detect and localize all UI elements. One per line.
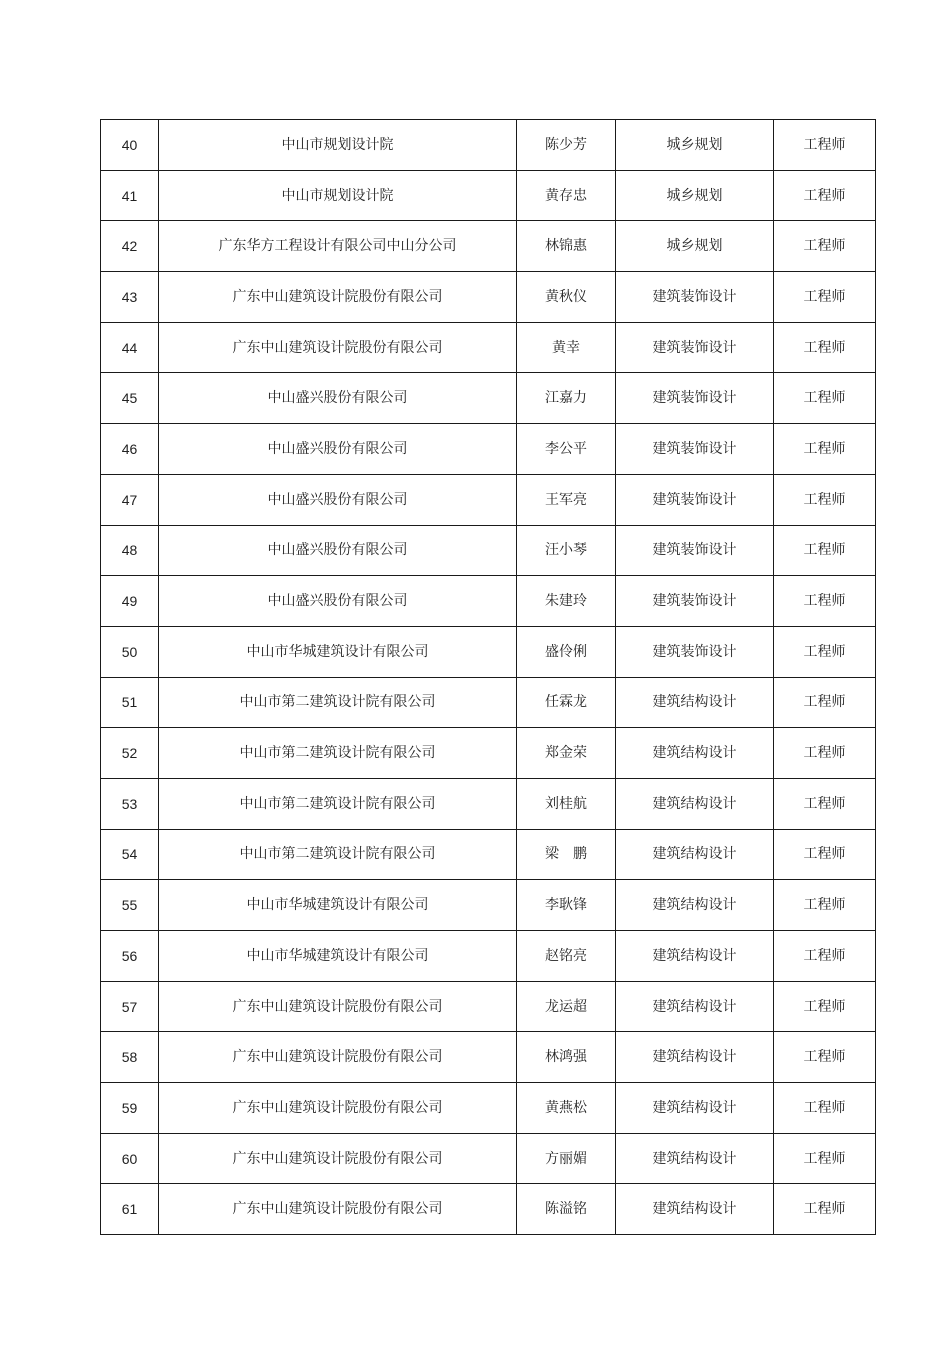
person-name: 江嘉力 <box>517 373 616 424</box>
person-name: 汪小琴 <box>517 525 616 576</box>
professional-title: 工程师 <box>774 1032 876 1083</box>
table-row <box>101 525 876 576</box>
person-name: 龙运超 <box>517 981 616 1032</box>
professional-title: 工程师 <box>774 525 876 576</box>
row-number: 59 <box>101 1083 159 1134</box>
specialty: 建筑装饰设计 <box>616 525 774 576</box>
specialty: 城乡规划 <box>616 120 774 171</box>
row-number: 40 <box>101 120 159 171</box>
professional-title: 工程师 <box>774 1133 876 1184</box>
table-row <box>101 981 876 1032</box>
row-number: 55 <box>101 880 159 931</box>
table-row <box>101 1133 876 1184</box>
professional-title: 工程师 <box>774 1184 876 1235</box>
table-row <box>101 170 876 221</box>
table-row <box>101 576 876 627</box>
professional-title: 工程师 <box>774 981 876 1032</box>
professional-title: 工程师 <box>774 322 876 373</box>
person-name: 李耿锋 <box>517 880 616 931</box>
row-number: 42 <box>101 221 159 272</box>
table-row <box>101 829 876 880</box>
company-name: 广东中山建筑设计院股份有限公司 <box>159 272 517 323</box>
company-name: 广东中山建筑设计院股份有限公司 <box>159 1184 517 1235</box>
company-name: 中山市第二建筑设计院有限公司 <box>159 677 517 728</box>
professional-title: 工程师 <box>774 677 876 728</box>
table-row <box>101 1032 876 1083</box>
table-row <box>101 272 876 323</box>
professional-title: 工程师 <box>774 829 876 880</box>
specialty: 建筑装饰设计 <box>616 474 774 525</box>
row-number: 51 <box>101 677 159 728</box>
person-name: 王军亮 <box>517 474 616 525</box>
table-row <box>101 322 876 373</box>
person-name: 林锦惠 <box>517 221 616 272</box>
company-name: 中山市华城建筑设计有限公司 <box>159 931 517 982</box>
row-number: 54 <box>101 829 159 880</box>
table-row <box>101 474 876 525</box>
table-row <box>101 424 876 475</box>
company-name: 中山盛兴股份有限公司 <box>159 474 517 525</box>
row-number: 44 <box>101 322 159 373</box>
professional-title: 工程师 <box>774 931 876 982</box>
specialty: 建筑结构设计 <box>616 981 774 1032</box>
person-name: 盛伶俐 <box>517 626 616 677</box>
professional-title: 工程师 <box>774 373 876 424</box>
row-number: 53 <box>101 778 159 829</box>
professional-title: 工程师 <box>774 880 876 931</box>
table-row <box>101 880 876 931</box>
specialty: 城乡规划 <box>616 221 774 272</box>
row-number: 47 <box>101 474 159 525</box>
company-name: 中山市华城建筑设计有限公司 <box>159 880 517 931</box>
table-row <box>101 728 876 779</box>
specialty: 建筑结构设计 <box>616 1032 774 1083</box>
specialty: 建筑装饰设计 <box>616 322 774 373</box>
professional-title: 工程师 <box>774 576 876 627</box>
row-number: 52 <box>101 728 159 779</box>
person-name: 梁 鹏 <box>517 829 616 880</box>
table-row <box>101 626 876 677</box>
person-name: 郑金荣 <box>517 728 616 779</box>
company-name: 中山市第二建筑设计院有限公司 <box>159 728 517 779</box>
company-name: 中山盛兴股份有限公司 <box>159 373 517 424</box>
professional-title: 工程师 <box>774 778 876 829</box>
company-name: 广东华方工程设计有限公司中山分公司 <box>159 221 517 272</box>
company-name: 广东中山建筑设计院股份有限公司 <box>159 1032 517 1083</box>
professional-title: 工程师 <box>774 272 876 323</box>
row-number: 45 <box>101 373 159 424</box>
person-name: 赵铭亮 <box>517 931 616 982</box>
specialty: 建筑装饰设计 <box>616 272 774 323</box>
row-number: 61 <box>101 1184 159 1235</box>
person-name: 黄燕松 <box>517 1083 616 1134</box>
company-name: 广东中山建筑设计院股份有限公司 <box>159 1083 517 1134</box>
professional-title: 工程师 <box>774 728 876 779</box>
person-name: 任霖龙 <box>517 677 616 728</box>
specialty: 建筑结构设计 <box>616 728 774 779</box>
company-name: 中山市规划设计院 <box>159 120 517 171</box>
person-name: 方丽媚 <box>517 1133 616 1184</box>
company-name: 广东中山建筑设计院股份有限公司 <box>159 1133 517 1184</box>
person-name: 陈溢铭 <box>517 1184 616 1235</box>
specialty: 建筑结构设计 <box>616 1083 774 1134</box>
professional-title: 工程师 <box>774 424 876 475</box>
specialty: 建筑结构设计 <box>616 1133 774 1184</box>
professional-title: 工程师 <box>774 626 876 677</box>
row-number: 41 <box>101 170 159 221</box>
row-number: 43 <box>101 272 159 323</box>
row-number: 49 <box>101 576 159 627</box>
specialty: 建筑装饰设计 <box>616 424 774 475</box>
table-row <box>101 1184 876 1235</box>
row-number: 57 <box>101 981 159 1032</box>
table-row <box>101 373 876 424</box>
row-number: 58 <box>101 1032 159 1083</box>
professional-title: 工程师 <box>774 1083 876 1134</box>
specialty: 建筑结构设计 <box>616 880 774 931</box>
company-name: 广东中山建筑设计院股份有限公司 <box>159 981 517 1032</box>
table-row <box>101 778 876 829</box>
person-name: 朱建玲 <box>517 576 616 627</box>
professional-title: 工程师 <box>774 474 876 525</box>
company-name: 中山市规划设计院 <box>159 170 517 221</box>
row-number: 56 <box>101 931 159 982</box>
person-name: 黄存忠 <box>517 170 616 221</box>
specialty: 建筑结构设计 <box>616 778 774 829</box>
person-name: 黄幸 <box>517 322 616 373</box>
specialty: 建筑装饰设计 <box>616 373 774 424</box>
table-row <box>101 931 876 982</box>
specialty: 建筑装饰设计 <box>616 626 774 677</box>
company-name: 中山市华城建筑设计有限公司 <box>159 626 517 677</box>
table-row <box>101 221 876 272</box>
specialty: 建筑结构设计 <box>616 677 774 728</box>
person-name: 陈少芳 <box>517 120 616 171</box>
person-name: 刘桂航 <box>517 778 616 829</box>
specialty: 建筑结构设计 <box>616 1184 774 1235</box>
company-name: 中山盛兴股份有限公司 <box>159 424 517 475</box>
company-name: 中山市第二建筑设计院有限公司 <box>159 829 517 880</box>
table-body <box>101 120 876 1235</box>
specialty: 城乡规划 <box>616 170 774 221</box>
professional-title: 工程师 <box>774 221 876 272</box>
specialty: 建筑结构设计 <box>616 829 774 880</box>
specialty: 建筑装饰设计 <box>616 576 774 627</box>
company-name: 中山盛兴股份有限公司 <box>159 576 517 627</box>
row-number: 48 <box>101 525 159 576</box>
row-number: 60 <box>101 1133 159 1184</box>
table-row <box>101 677 876 728</box>
table-row <box>101 120 876 171</box>
row-number: 50 <box>101 626 159 677</box>
personnel-table <box>100 119 876 1235</box>
company-name: 中山市第二建筑设计院有限公司 <box>159 778 517 829</box>
professional-title: 工程师 <box>774 170 876 221</box>
table-row <box>101 1083 876 1134</box>
company-name: 广东中山建筑设计院股份有限公司 <box>159 322 517 373</box>
professional-title: 工程师 <box>774 120 876 171</box>
person-name: 林鸿强 <box>517 1032 616 1083</box>
person-name: 李公平 <box>517 424 616 475</box>
specialty: 建筑结构设计 <box>616 931 774 982</box>
person-name: 黄秋仪 <box>517 272 616 323</box>
row-number: 46 <box>101 424 159 475</box>
company-name: 中山盛兴股份有限公司 <box>159 525 517 576</box>
